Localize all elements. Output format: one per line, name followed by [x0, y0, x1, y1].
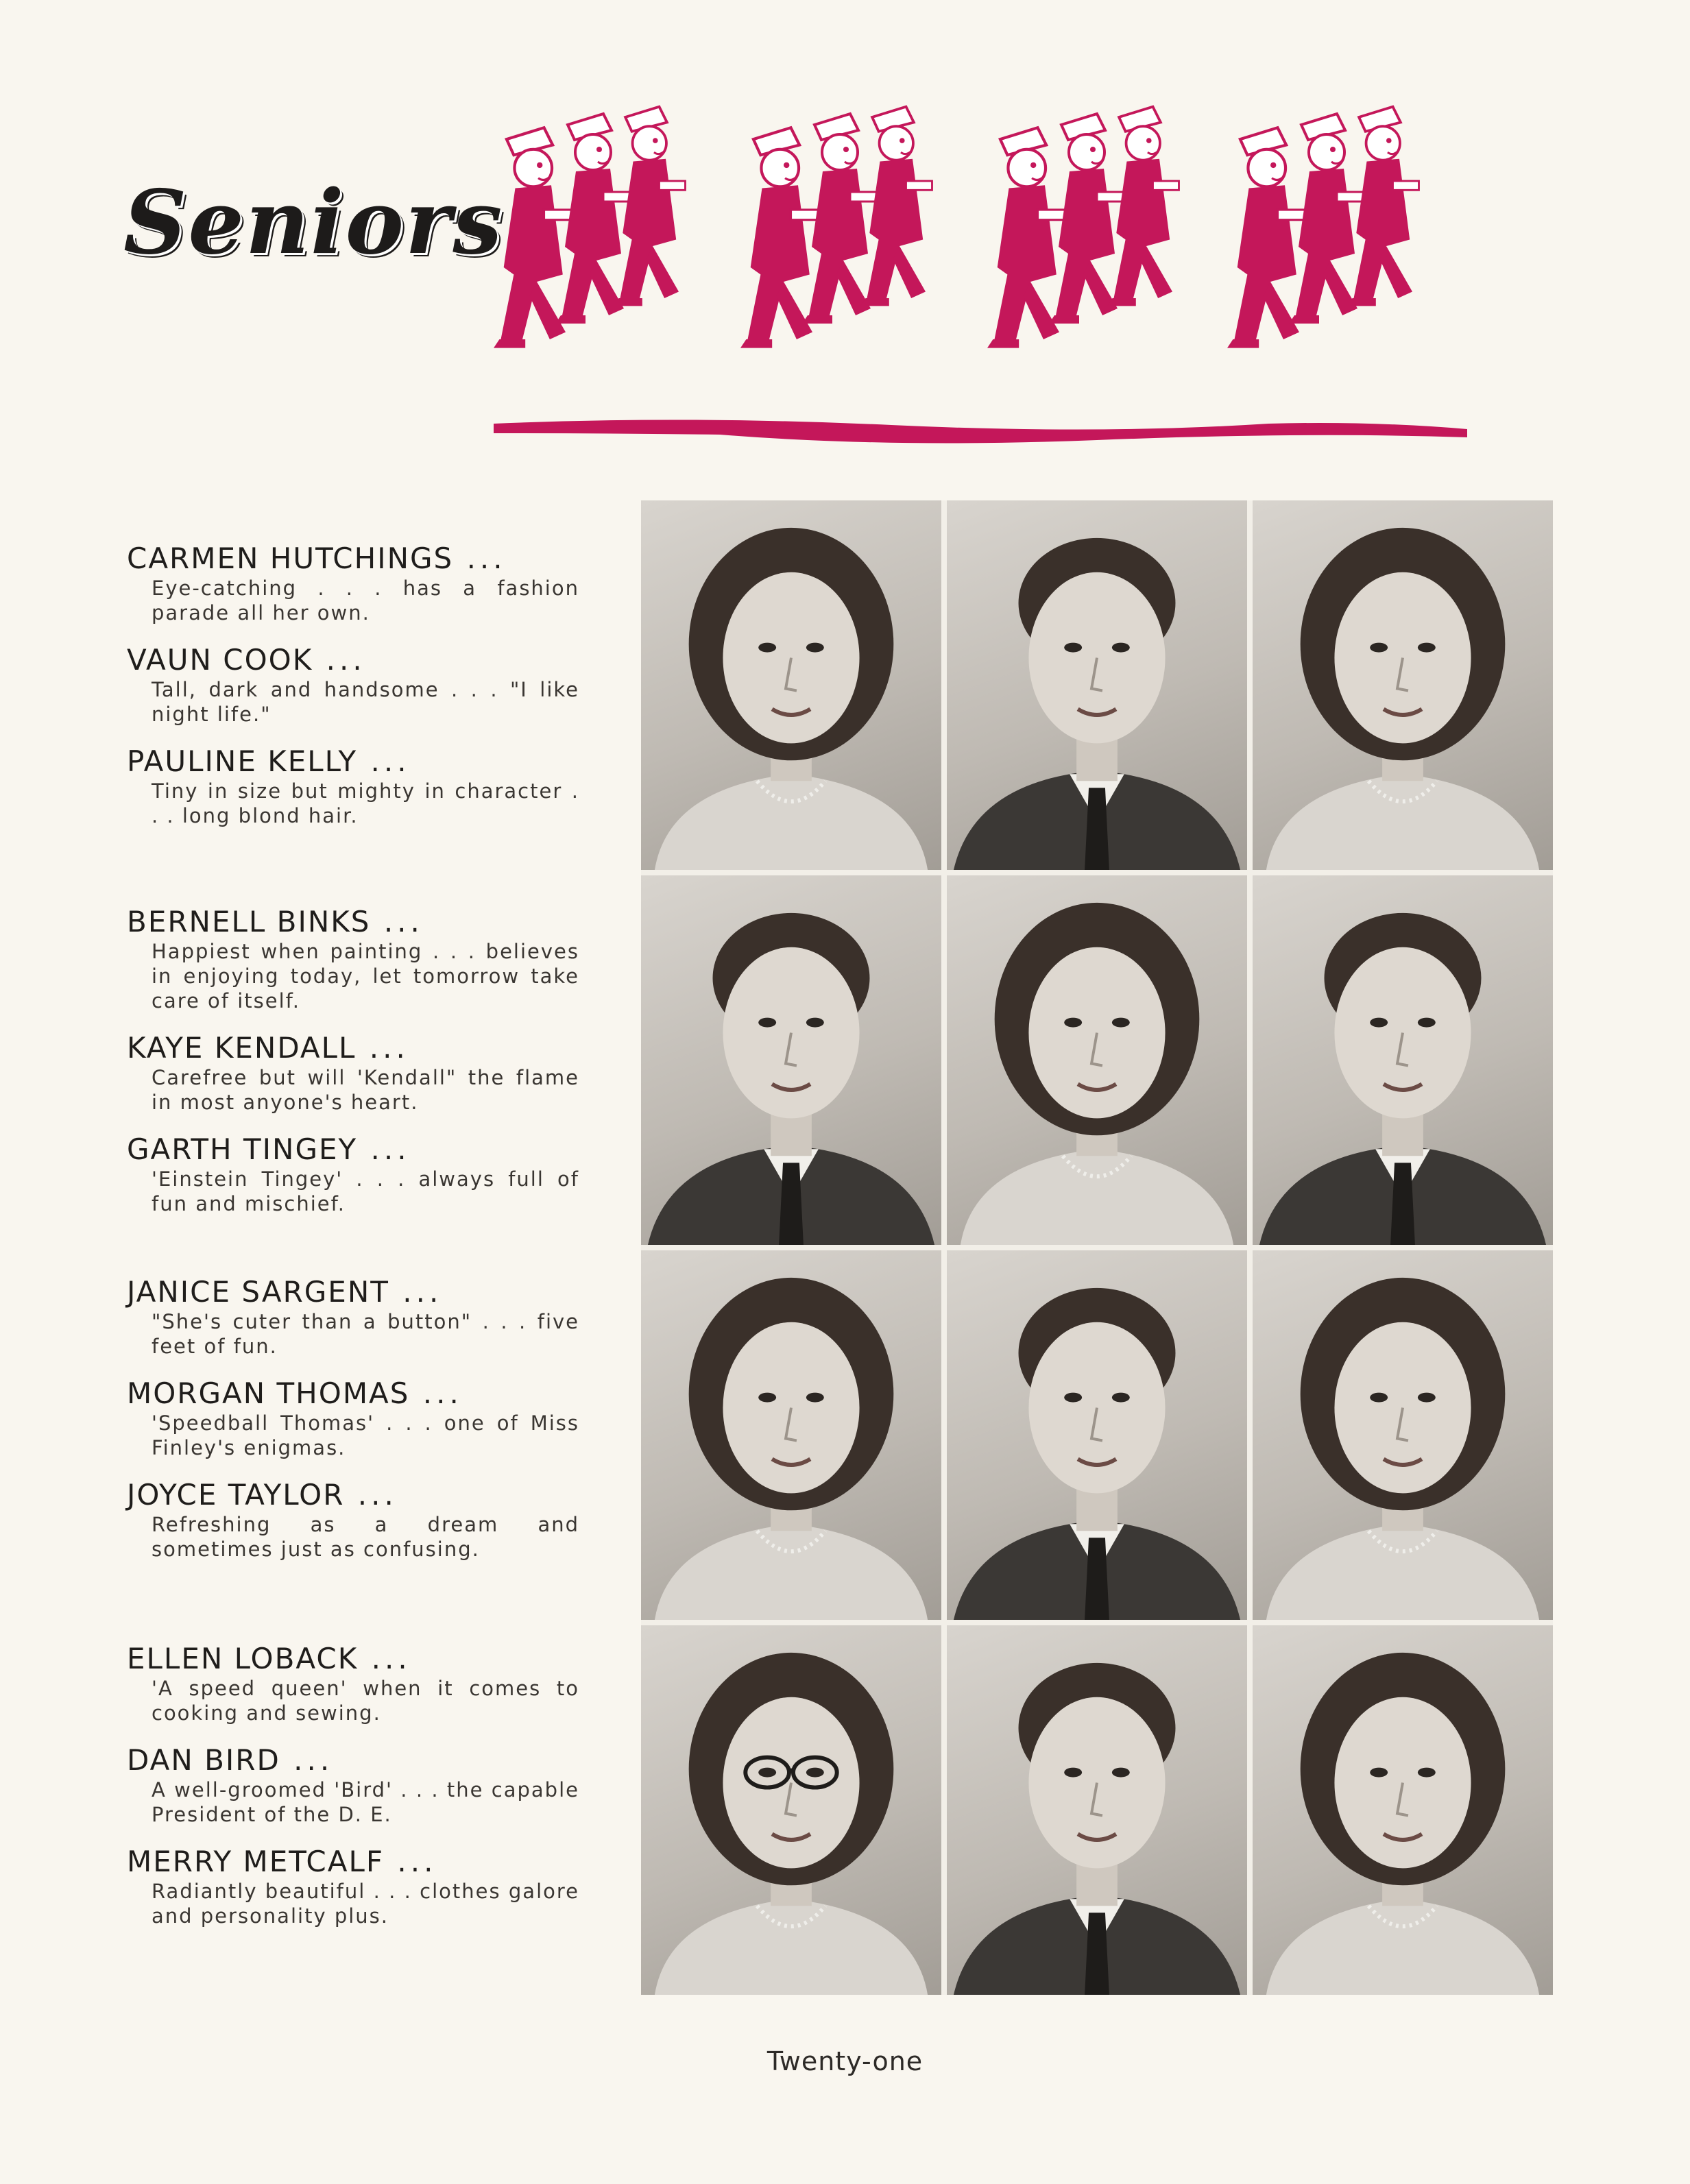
sailor-figure	[860, 107, 932, 306]
sailor-figure	[740, 128, 820, 348]
senior-portrait-photo	[947, 875, 1247, 1245]
senior-quote: Happiest when painting . . . believes in enjoying today, let tomorrow take care of itself.	[152, 940, 579, 1012]
sailor-figures	[494, 107, 1419, 348]
senior-quote: Refreshing as a dream and sometimes just as confusing.	[152, 1513, 579, 1561]
senior-entry	[127, 744, 579, 828]
senior-entry	[127, 542, 579, 625]
portrait-silhouette	[641, 875, 941, 1245]
sailor-figure	[987, 128, 1067, 348]
senior-name: MERRY METCALF ...	[127, 1845, 437, 1878]
senior-quote: Tall, dark and handsome . . . "I like night life."	[152, 678, 579, 726]
senior-portrait-photo	[947, 500, 1247, 870]
senior-quote: Eye-catching . . . has a fashion parade all her own.	[152, 577, 579, 624]
senior-quote: A well-groomed 'Bird' . . . the capable President of the D. E.	[152, 1778, 579, 1826]
portrait-silhouette	[947, 1250, 1247, 1620]
senior-group-2	[127, 905, 579, 1234]
senior-entry	[127, 1845, 579, 1928]
senior-entry	[127, 1031, 579, 1115]
marching-sailors-illustration	[480, 82, 1481, 466]
senior-entry	[127, 1642, 579, 1725]
portrait-silhouette	[1253, 1625, 1553, 1995]
senior-quote: Tiny in size but mighty in character . . . long blond hair.	[152, 779, 579, 827]
senior-entry	[127, 1376, 579, 1460]
senior-portrait-photo	[1253, 1625, 1553, 1995]
sailor-figure	[494, 128, 573, 348]
senior-name: DAN BIRD ...	[127, 1743, 334, 1777]
senior-portrait-photo	[947, 1625, 1247, 1995]
senior-entry	[127, 1478, 579, 1562]
sailor-figure	[614, 107, 686, 306]
senior-group-3	[127, 1275, 579, 1579]
senior-portrait-photo	[1253, 875, 1553, 1245]
senior-portrait-photo	[1253, 1250, 1553, 1620]
senior-quote: 'Einstein Tingey' . . . always full of fun and mischief.	[152, 1167, 579, 1215]
senior-quote: "She's cuter than a button" . . . five feet of fun.	[152, 1310, 579, 1358]
senior-portrait-photo	[947, 1250, 1247, 1620]
senior-portrait-photo	[641, 1250, 941, 1620]
senior-group-4	[127, 1642, 579, 1946]
senior-name: VAUN COOK ...	[127, 643, 366, 677]
senior-entry	[127, 1132, 579, 1216]
senior-name: JANICE SARGENT ...	[127, 1275, 443, 1309]
sailor-figure	[1347, 107, 1419, 306]
portrait-silhouette	[947, 500, 1247, 870]
portrait-silhouette	[641, 1250, 941, 1620]
portrait-silhouette	[947, 875, 1247, 1245]
portrait-silhouette	[641, 500, 941, 870]
sailor-figure	[1227, 128, 1307, 348]
portrait-grid	[641, 500, 1553, 1995]
senior-name: GARTH TINGEY ...	[127, 1132, 411, 1166]
senior-quote: Carefree but will 'Kendall" the flame in most anyone's heart.	[152, 1066, 579, 1114]
portrait-silhouette	[641, 1625, 941, 1995]
senior-entry	[127, 643, 579, 727]
portrait-silhouette	[1253, 1250, 1553, 1620]
senior-name: JOYCE TAYLOR ...	[127, 1478, 398, 1512]
portrait-silhouette	[947, 1625, 1247, 1995]
page-title: Seniors	[123, 171, 504, 274]
senior-portrait-photo	[641, 1625, 941, 1995]
portrait-silhouette	[1253, 875, 1553, 1245]
senior-name: BERNELL BINKS ...	[127, 905, 424, 938]
portrait-silhouette	[1253, 500, 1553, 870]
senior-name: CARMEN HUTCHINGS ...	[127, 542, 507, 575]
senior-entry	[127, 1275, 579, 1359]
page-number: Twenty-one	[766, 2046, 924, 2076]
senior-name: MORGAN THOMAS ...	[127, 1376, 463, 1410]
senior-entry	[127, 1743, 579, 1827]
senior-name: KAYE KENDALL ...	[127, 1031, 409, 1065]
senior-portrait-photo	[641, 875, 941, 1245]
senior-portrait-photo	[1253, 500, 1553, 870]
senior-portrait-photo	[641, 500, 941, 870]
senior-quote: 'A speed queen' when it comes to cooking and sewing.	[152, 1677, 579, 1725]
ground-brush-stroke	[494, 420, 1467, 443]
senior-name: PAULINE KELLY ...	[127, 744, 411, 778]
senior-quote: 'Speedball Thomas' . . . one of Miss Finley's enigmas.	[152, 1411, 579, 1459]
senior-name: ELLEN LOBACK ...	[127, 1642, 411, 1675]
sailor-figure	[1107, 107, 1179, 306]
senior-entry	[127, 905, 579, 1013]
senior-group-1	[127, 542, 579, 846]
senior-quote: Radiantly beautiful . . . clothes galore and personality plus.	[152, 1880, 579, 1928]
